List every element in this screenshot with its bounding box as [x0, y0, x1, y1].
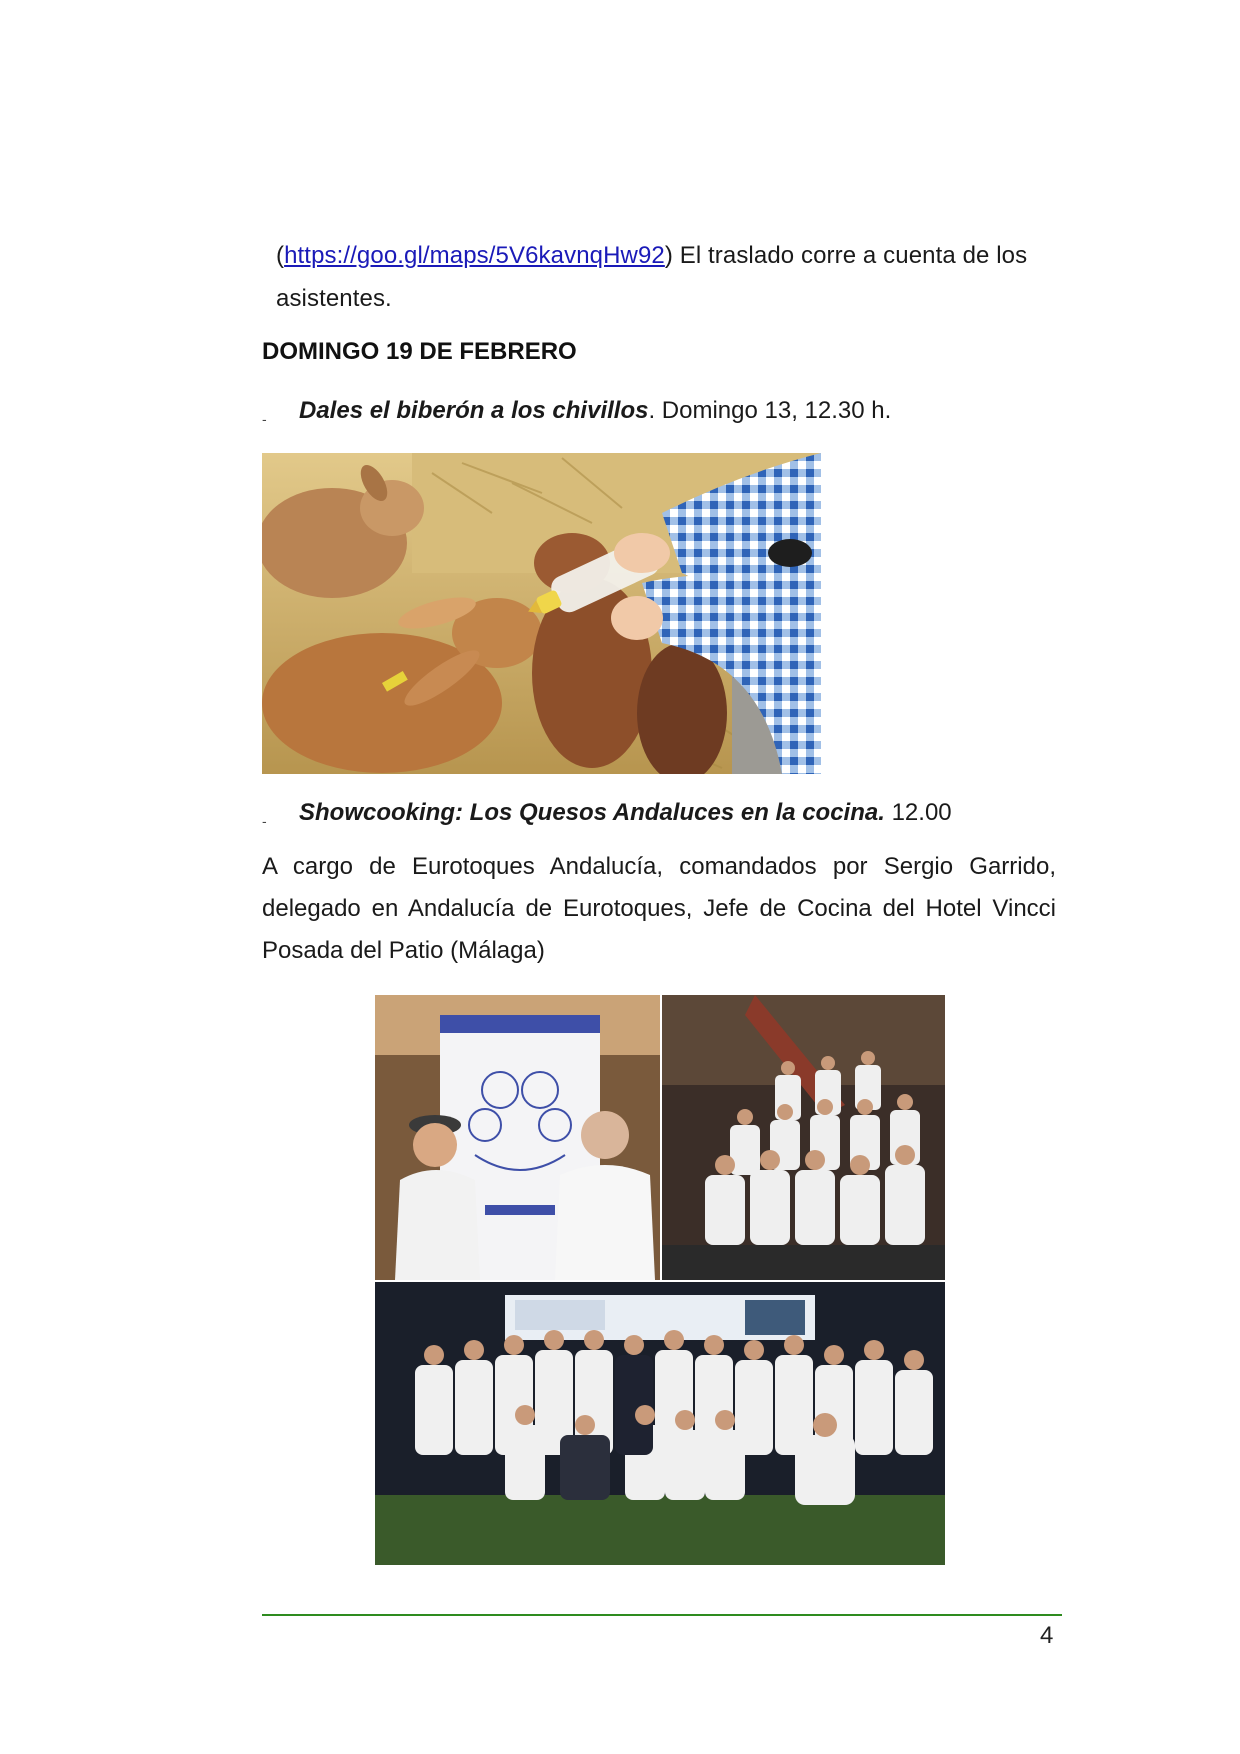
list-item-1-title: Dales el biberón a los chivillos: [299, 397, 649, 424]
paragraph-line-1: A cargo de Eurotoques Andalucía, comandados por Sergio Garrido,: [262, 853, 1056, 880]
goats-feeding-photo: [262, 453, 821, 774]
paragraph-line-3: Posada del Patio (Málaga): [262, 937, 545, 964]
chefs-collage-illustration: [375, 995, 945, 1565]
continuation-after-link: ) El traslado corre a cuenta de los: [664, 242, 1028, 269]
eurotoques-paragraph: [262, 846, 1056, 972]
page-number: 4: [1040, 1622, 1054, 1649]
maps-link[interactable]: https://goo.gl/maps/5V6kavnqHw92: [284, 242, 665, 269]
bullet-dash: -: [262, 411, 267, 427]
footer-rule: [262, 1614, 1062, 1616]
open-paren: (: [276, 242, 285, 269]
list-item-2: [262, 792, 1062, 834]
list-item-2-title: Showcooking: Los Quesos Andaluces en la cocina.: [299, 799, 885, 826]
continuation-line-1: [276, 235, 1056, 277]
chefs-collage-photo: [375, 995, 945, 1565]
continuation-line-2: asistentes.: [276, 285, 392, 312]
paragraph-line-2: delegado en Andalucía de Eurotoques, Jefe de Cocina del Hotel Vincci: [262, 895, 1056, 922]
list-item-1-rest: . Domingo 13, 12.30 h.: [648, 397, 892, 424]
bullet-dash: -: [262, 813, 267, 829]
list-item-2-text: [299, 792, 952, 834]
list-item-2-rest: 12.00: [884, 799, 952, 826]
list-item-1-text: [299, 390, 891, 432]
section-heading: DOMINGO 19 DE FEBRERO: [262, 338, 577, 365]
list-item-1: [262, 390, 1062, 432]
goats-feeding-illustration: [262, 453, 821, 774]
